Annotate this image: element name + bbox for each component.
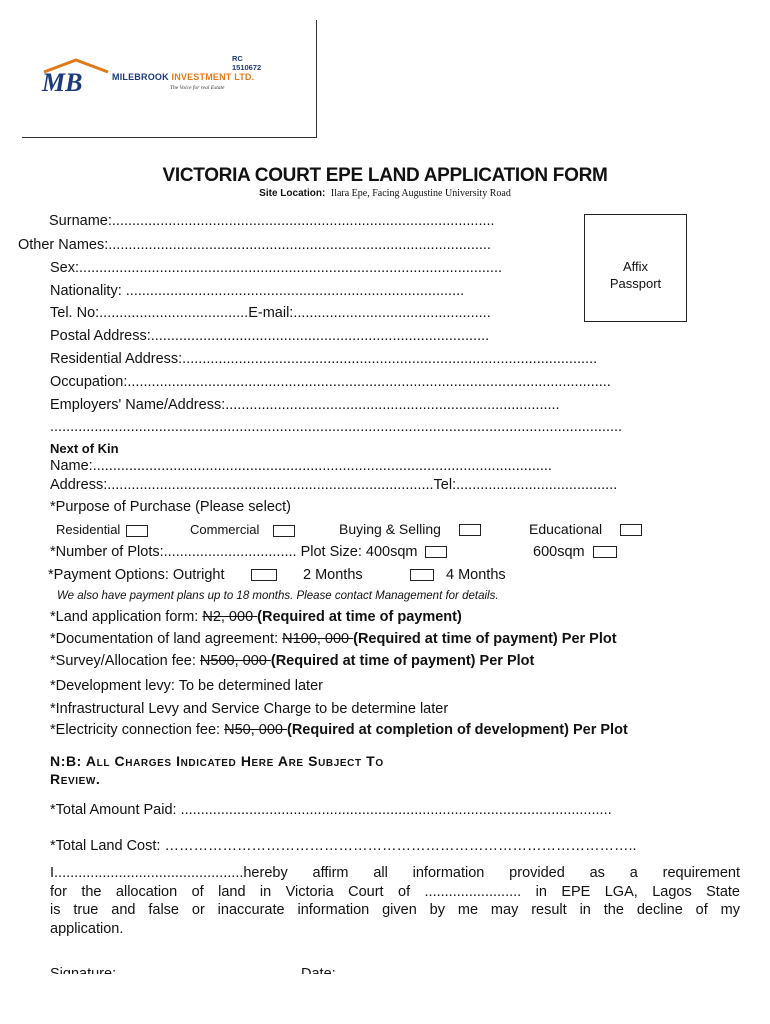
residential-address-field[interactable]: Residential Address:....................................................................................................... (50, 351, 598, 367)
surname-field[interactable]: Surname:............................................................................................... (49, 213, 495, 229)
purpose-option-residential[interactable]: Residential (56, 522, 148, 537)
affirmation-line2: for the allocation of land in Victoria Court of ........................ in EPE LGA, Lagos State (50, 883, 740, 900)
affirmation-line1: I...............................................hereby affirm all information provided as a requirement (50, 865, 740, 881)
fee-development-levy: *Development levy: To be determined later (50, 678, 323, 694)
sex-field[interactable]: Sex:......................................................................................................... (50, 260, 503, 276)
affirmation-line3: is true and false or inaccurate information given by me may result in the decline of my (50, 902, 740, 918)
occupation-field[interactable]: Occupation:........................................................................................................................ (50, 374, 611, 390)
fee-land-application: *Land application form: N2, 000 (Required at time of payment) (50, 609, 462, 625)
purpose-option-commercial[interactable]: Commercial (190, 522, 295, 537)
checkbox-buying-selling[interactable] (459, 524, 481, 536)
affirmation-line4: application. (50, 920, 124, 937)
svg-text:MB: MB (42, 68, 83, 94)
kin-name-field[interactable]: Name:.................................................................................................................. (50, 458, 552, 474)
site-location: Site Location: Ilara Epe, Facing Augustine University Road (259, 188, 511, 199)
logo-mark-icon (40, 58, 112, 94)
fee-electricity-connection: *Electricity connection fee: N50, 000 (Required at completion of development) Per Plot (50, 722, 628, 738)
checkbox-residential[interactable] (126, 525, 148, 537)
total-land-cost-field[interactable]: *Total Land Cost: …………………………………………………………………………………….. (50, 838, 637, 854)
passport-label-line1: Affix (622, 259, 649, 274)
checkbox-2-months[interactable] (410, 569, 434, 581)
employers-address-continued[interactable]: .............................................................................................................................................. (50, 419, 623, 435)
total-amount-paid-field[interactable]: *Total Amount Paid: ........................................................................................................... (50, 802, 612, 818)
fee-documentation: *Documentation of land agreement: N100, 000 (Required at time of payment) Per Plot (50, 631, 617, 647)
other-names-field[interactable]: Other Names:............................................................................................... (18, 237, 491, 253)
number-of-plots-field[interactable]: *Number of Plots:................................. Plot Size: 400sqm (50, 544, 447, 561)
purpose-heading: *Purpose of Purchase (Please select) (50, 499, 291, 515)
tel-email-field[interactable]: Tel. No:.....................................E-mail:................................................. (50, 305, 491, 321)
logo-rc-number: RC 1510672 (232, 54, 262, 72)
fee-survey-allocation: *Survey/Allocation fee: N500, 000 (Required at time of payment) Per Plot (50, 653, 535, 669)
logo-company-name: MILEBROOK INVESTMENT LTD. (112, 72, 255, 82)
payment-option-2-months: 2 Months (303, 567, 363, 583)
passport-photo-box[interactable] (584, 214, 687, 322)
postal-address-field[interactable]: Postal Address:.................................................................................... (50, 328, 490, 344)
nb-notice-line1: N:B: All Charges Indicated Here Are Subject To (50, 753, 384, 769)
employers-address-field[interactable]: Employers' Name/Address:................................................................................... (50, 397, 560, 413)
checkbox-600sqm[interactable] (593, 546, 617, 558)
purpose-option-educational[interactable]: Educational (529, 521, 642, 537)
header-divider-horizontal (22, 137, 317, 138)
payment-option-4-months[interactable]: 4 Months (410, 567, 506, 584)
checkbox-400sqm[interactable] (425, 546, 447, 558)
checkbox-educational[interactable] (620, 524, 642, 536)
nb-notice-line2: Review. (50, 771, 101, 787)
company-logo (40, 54, 270, 96)
checkbox-commercial[interactable] (273, 525, 295, 537)
checkbox-outright[interactable] (251, 569, 277, 581)
form-title: VICTORIA COURT EPE LAND APPLICATION FORM (162, 165, 608, 186)
plot-size-600[interactable]: 600sqm (533, 544, 617, 561)
payment-plan-note: We also have payment plans up to 18 months. Please contact Management for details. (57, 590, 499, 602)
logo-tagline: The Voice for real Estate (170, 85, 225, 91)
next-of-kin-heading: Next of Kin (50, 441, 119, 456)
affirmation-paragraph (50, 864, 740, 938)
header-divider-vertical (316, 20, 317, 138)
payment-option-outright[interactable]: *Payment Options: Outright (48, 567, 277, 584)
nationality-field[interactable]: Nationality: .................................................................................... (50, 283, 465, 299)
page-bottom-mask (0, 974, 770, 1024)
passport-label-line2: Passport (609, 276, 662, 291)
purpose-option-buying-selling[interactable]: Buying & Selling (339, 521, 481, 537)
kin-address-field[interactable]: Address:.................................................................................Tel:........................................ (50, 477, 618, 493)
fee-infrastructural-levy: *Infrastructural Levy and Service Charge to be determine later (50, 701, 449, 717)
